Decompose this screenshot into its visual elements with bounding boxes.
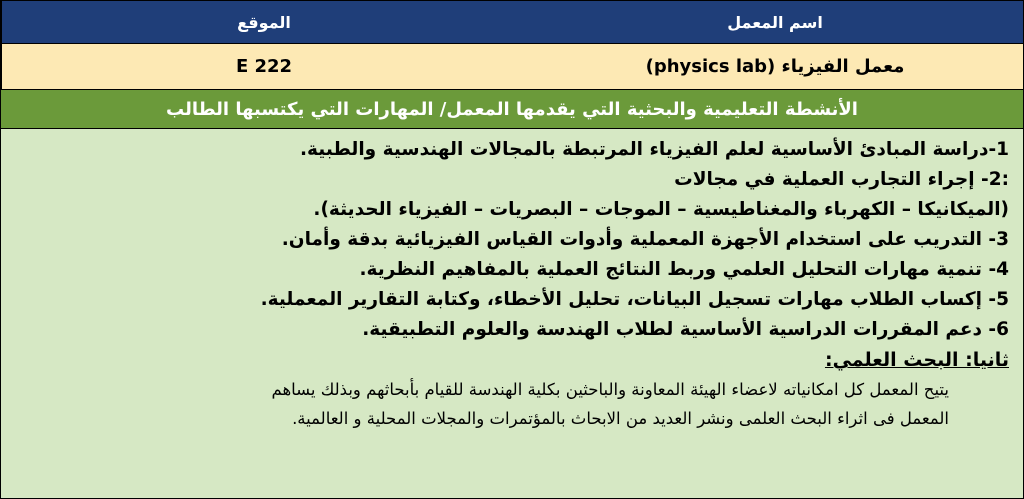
activity-item: :2- إجراء التجارب العملية في مجالات bbox=[674, 169, 1009, 190]
activity-item: 1-دراسة المبادئ الأساسية لعلم الفيزياء المرتبطة بالمجالات الهندسية والطبية. bbox=[300, 139, 1009, 160]
location-value: E 222 bbox=[1, 44, 526, 89]
activities-body bbox=[1, 129, 1023, 498]
activity-item: 5- إكساب الطلاب مهارات تسجيل البيانات، تحليل الأخطاء، وكتابة التقارير المعملية. bbox=[260, 289, 1009, 310]
research-paragraph-line: يتيح المعمل كل امكانياته لاعضاء الهيئة المعاونة والباحثين بكلية الهندسة للقيام بأبحاثهم وبذلك يساهم bbox=[271, 380, 949, 399]
value-row bbox=[1, 44, 1023, 90]
header-row bbox=[1, 1, 1023, 44]
location-header: الموقع bbox=[1, 1, 526, 43]
activities-title-row bbox=[1, 90, 1023, 129]
research-heading: ثانيا: البحث العلمي: bbox=[824, 349, 1009, 371]
activity-item: 3- التدريب على استخدام الأجهزة المعملية وأدوات القياس الفيزيائية بدقة وأمان. bbox=[281, 229, 1009, 250]
research-paragraph-line: المعمل فى اثراء البحث العلمى ونشر العديد من الابحاث بالمؤتمرات والمجلات المحلية و العالمية. bbox=[292, 409, 949, 428]
activity-item: 4- تنمية مهارات التحليل العلمي وربط النتائج العملية بالمفاهيم النظرية. bbox=[359, 259, 1009, 280]
activities-list bbox=[11, 135, 1009, 433]
activities-title: الأنشطة التعليمية والبحثية التي يقدمها المعمل/ المهارات التي يكتسبها الطالب bbox=[166, 98, 858, 120]
lab-name-value: معمل الفيزياء (physics lab) bbox=[645, 56, 905, 77]
lab-name-header: اسم المعمل bbox=[727, 12, 823, 32]
activity-item: (الميكانيكا – الكهرباء والمغناطيسية – الموجات – البصريات – الفيزياء الحديثة). bbox=[313, 199, 1009, 220]
activity-item: 6- دعم المقررات الدراسية الأساسية لطلاب الهندسة والعلوم التطبيقية. bbox=[362, 319, 1009, 340]
